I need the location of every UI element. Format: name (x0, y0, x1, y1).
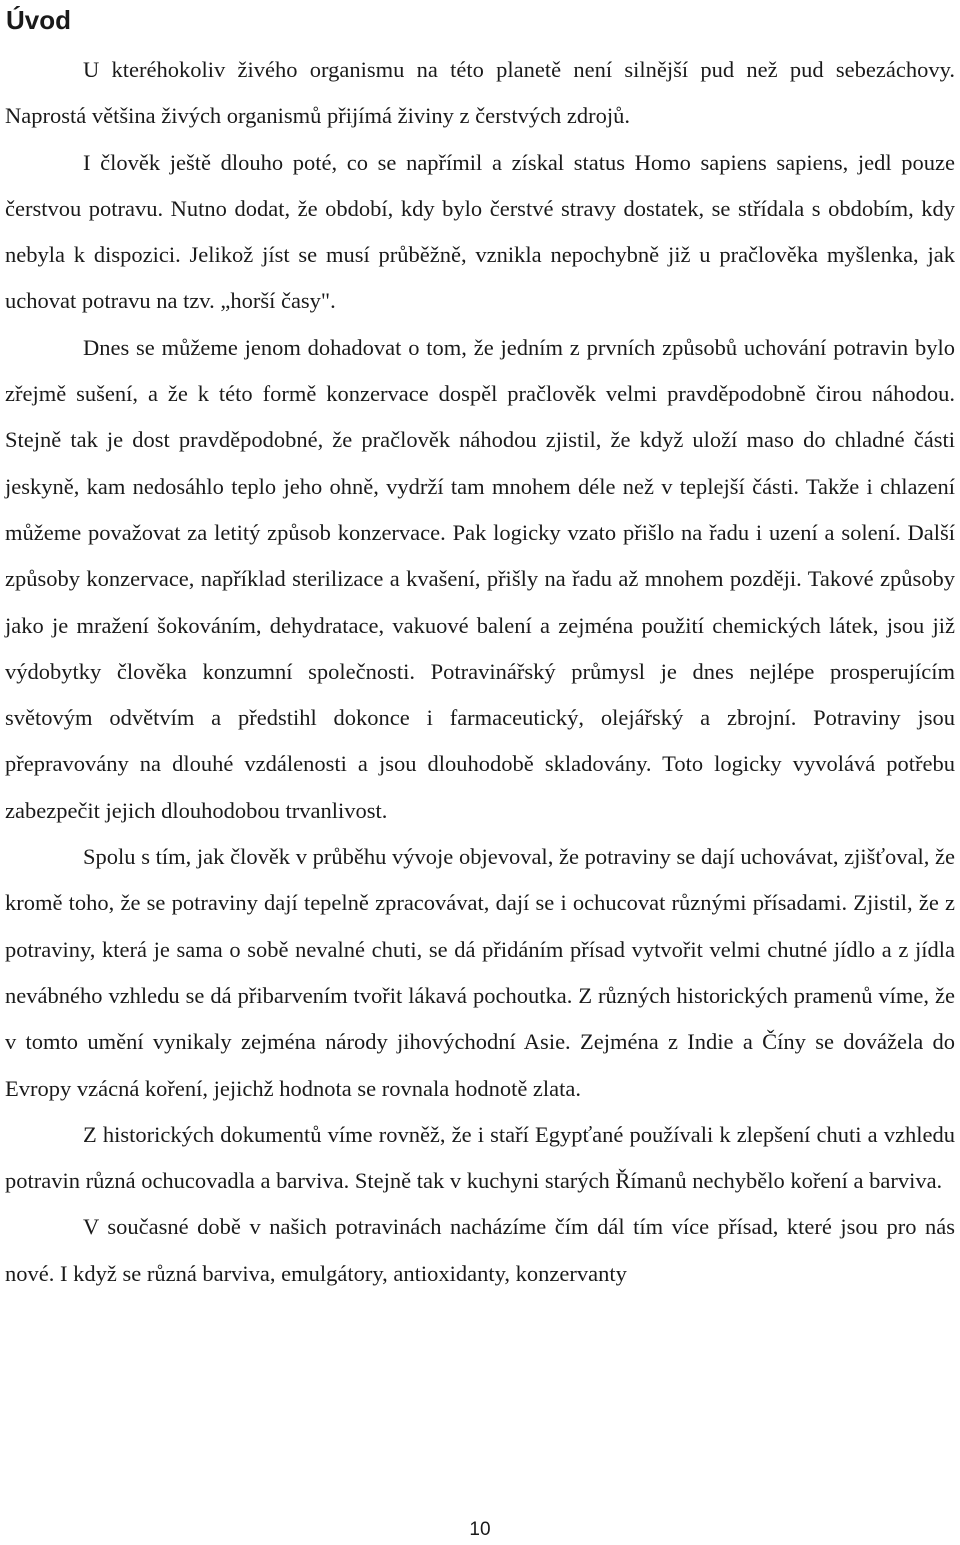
section-heading: Úvod (6, 5, 71, 35)
page-number: 10 (469, 1519, 491, 1540)
paragraph-2: I člověk ještě dlouho poté, co se napřímil a získal status Homo sapiens sapiens, jedl pouze čerstvou potravu. Nutno dodat, že období, kdy bylo čerstvé stravy dostatek, se střídala s obdobím, kdy nebyla k dispozici. Jelikož jíst se musí průběžně, vznikla nepochybně již u pračlověka myšlenka, jak uchovat potravu na tzv. „horší časy". (5, 149, 955, 314)
paragraph-3: Dnes se můžeme jenom dohadovat o tom, že jedním z prvních způsobů uchování potravin bylo zřejmě sušení, a že k této formě konzervace dospěl pračlověk velmi pravděpodobně čirou náhodou. Stejně tak je dost pravděpodobné, že pračlověk náhodou zjistil, že když uloží maso do chladné části jeskyně, kam nedosáhlo teplo jeho ohně, vydrží tam mnohem déle než v teplejší části. Takže i chlazení můžeme považovat za letitý způsob konzervace. Pak logicky vzato přišlo na řadu i uzení a solení. Další způsoby konzervace, například sterilizace a kvašení, přišly na řadu až mnohem později. Takové způsoby jako je mražení šokováním, dehydratace, vakuové balení a zejména použití chemických látek, jsou již výdobytky člověka konzumní společnosti. Potravinářský průmysl je dnes nejlépe prosperujícím světovým odvětvím a předstihl dokonce i farmaceutický, olejářský a zbrojní. Potraviny jsou přepravovány na dlouhé vzdálenosti a jsou dlouhodobě skladovány. Toto logicky vyvolává potřebu zabezpečit jejich dlouhodobou trvanlivost. (5, 334, 955, 823)
paragraph-6: V současné době v našich potravinách nacházíme čím dál tím více přísad, které jsou pro nás nové. I když se různá barviva, emulgátory, antioxidanty, konzervanty (5, 1214, 955, 1286)
paragraph-1: U kteréhokoliv živého organismu na této planetě není silnější pud než pud sebezáchovy. Naprostá většina živých organismů přijímá živiny z čerstvých zdrojů. (5, 57, 955, 129)
paragraph-5: Z historických dokumentů víme rovněž, že i staří Egypťané používali k zlepšení chuti a vzhledu potravin různá ochucovadla a barviva. Stejně tak v kuchyni starých Římanů nechybělo koření a barviva. (5, 1121, 955, 1194)
body-text (5, 47, 955, 1297)
paragraph-4: Spolu s tím, jak člověk v průběhu vývoje objevoval, že potraviny se dají uchovávat, zjišťoval, že kromě toho, že se potraviny dají tepelně zpracovávat, dají se i ochucovat různými přísadami. Zjistil, že z potraviny, která je sama o sobě nevalné chuti, se dá přidáním přísad vytvořit velmi chutné jídlo a z jídla nevábného vzhledu se dá přibarvením tvořit lákavá pochoutka. Z různých historických pramenů víme, že v tomto umění vynikaly zejména národy jihovýchodní Asie. Zejména z Indie a Číny se dovážela do Evropy vzácná koření, jejichž hodnota se rovnala hodnotě zlata. (5, 844, 955, 1101)
